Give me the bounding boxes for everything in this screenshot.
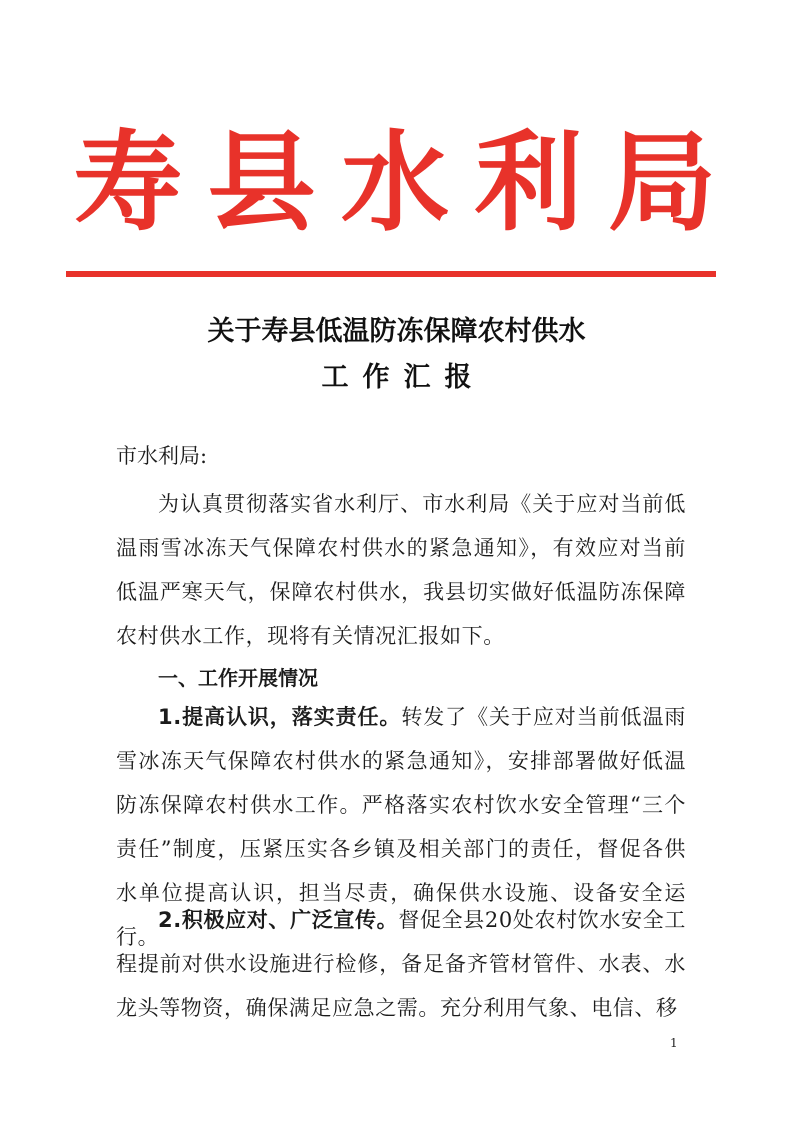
item-1-lead: 1.提高认识，落实责任。 [158,705,402,729]
document-title-line1: 关于寿县低温防冻保障农村供水 [207,316,586,347]
masthead-char: 水 [340,120,449,246]
intro-paragraph-text: 为认真贯彻落实省水利厅、市水利局《关于应对当前低温雨雪冰冻天气保障农村供水的紧急通知》，有效应对当前低温严寒天气，保障农村供水，我县切实做好低温防冻保障农村供水工作，现将有关情况汇报如下。 [116,492,686,648]
item-2-paragraph [116,898,686,1030]
masthead-char: 利 [474,120,583,246]
masthead-char: 县 [207,120,316,246]
item-2-text [116,898,686,1030]
page-number: 1 [670,1036,678,1050]
agency-masthead [70,118,720,248]
intro-paragraph [116,482,686,658]
section-heading: 一、工作开展情况 [158,666,318,690]
item-2-body: 督促全县20处农村饮水安全工程提前对供水设施进行检修，备足备齐管材管件、水表、水龙头等物资，确保满足应急之需。充分利用气象、电信、移 [116,908,686,1020]
masthead-char: 寿 [73,120,182,246]
item-2-lead: 2.积极应对、广泛宣传。 [158,908,399,932]
masthead-divider [66,271,716,277]
masthead-char: 局 [607,120,716,246]
item-1-body: 转发了《关于应对当前低温雨雪冰冻天气保障农村供水的紧急通知》，安排部署做好低温防冻保障农村供水工作。严格落实农村饮水安全管理“三个责任”制度，压紧压实各乡镇及相关部门的责任，督促各供水单位提高认识，担当尽责，确保供水设施、设备安全运行。 [116,705,686,949]
salutation: 市水利局: [116,444,208,468]
document-title-line2: 工作汇报 [321,362,486,393]
